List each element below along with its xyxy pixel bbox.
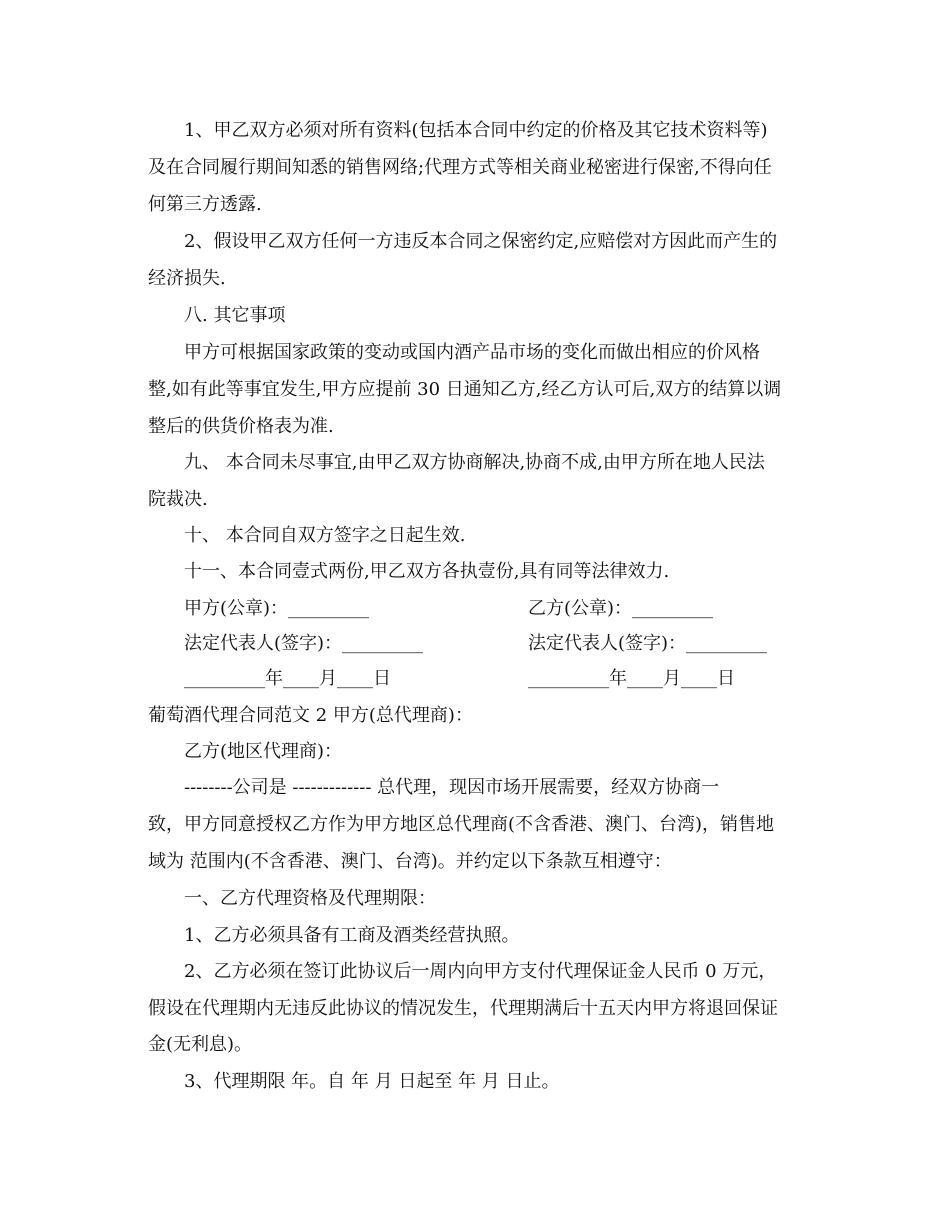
clause-ten: 十、 本合同自双方签字之日起生效. <box>184 525 466 546</box>
clause-nine-end: 院裁决. <box>148 489 208 510</box>
paragraph-price-adjustment-cont: 整,如有此等事宜发生,甲方应提前 30 日通知乙方,经乙方认可后,双方的结算以调 <box>148 379 782 400</box>
clause-eleven: 十一、本合同壹式两份,甲乙双方各执壹份,具有同等法律效力. <box>184 561 670 582</box>
contract-title-sample-2: 葡萄酒代理合同范文 2 甲方(总代理商)： <box>148 705 473 726</box>
paragraph-price-adjustment-end: 整后的供货价格表为准. <box>148 416 334 437</box>
paragraph-authorization-end: 域为 范围内(不含香港、澳门、台湾)。并约定以下条款互相遵守： <box>148 851 672 872</box>
paragraph-authorization: --------公司是 ------------- 总代理，现因市场开展需要，经双方协商一 <box>184 777 720 798</box>
paragraph-authorization-cont: 致，甲方同意授权乙方作为甲方地区总代理商(不含香港、澳门、台湾)，销售地 <box>148 814 775 835</box>
paragraph-confidentiality-1-cont: 及在合同履行期间知悉的销售网络;代理方式等相关商业秘密进行保密,不得向任 <box>148 157 772 178</box>
signature-party-a-representative: 法定代表人(签字)：_________ <box>184 633 424 654</box>
paragraph-confidentiality-1: 1、甲乙双方必须对所有资料(包括本合同中约定的价格及其它技术资料等) <box>184 120 768 141</box>
party-b-regional-agent: 乙方(地区代理商)： <box>184 741 343 762</box>
signature-party-b-date: _________年____月____日 <box>528 668 735 689</box>
item-agency-term: 3、代理期限 年。自 年 月 日起至 年 月 日止。 <box>184 1071 560 1092</box>
paragraph-confidentiality-1-end: 何第三方透露. <box>148 194 262 215</box>
item-deposit-end: 金(无利息)。 <box>148 1034 253 1055</box>
clause-nine: 九、 本合同未尽事宜,由甲乙双方协商解决,协商不成,由甲方所在地人民法 <box>184 452 765 473</box>
paragraph-price-adjustment: 甲方可根据国家政策的变动或国内酒产品市场的变化而做出相应的价风格 <box>184 342 760 363</box>
signature-party-a-seal: 甲方(公章)：_________ <box>184 598 370 619</box>
signature-party-b-representative: 法定代表人(签字)：_________ <box>528 633 768 654</box>
section-heading-other-matters: 八. 其它事项 <box>184 305 286 326</box>
item-business-license: 1、乙方必须具备有工商及酒类经营执照。 <box>184 925 520 946</box>
signature-party-a-date: _________年____月____日 <box>184 668 391 689</box>
item-deposit-cont: 假设在代理期内无违反此协议的情况发生，代理期满后十五天内甲方将退回保证 <box>148 998 778 1019</box>
section-heading-agent-qualification: 一、乙方代理资格及代理期限： <box>184 888 436 909</box>
item-deposit: 2、乙方必须在签订此协议后一周内向甲方支付代理保证金人民币 0 万元， <box>184 961 777 982</box>
signature-party-b-seal: 乙方(公章)：_________ <box>528 598 714 619</box>
paragraph-confidentiality-2: 2、假设甲乙双方任何一方违反本合同之保密约定,应赔偿对方因此而产生的 <box>184 231 778 252</box>
paragraph-confidentiality-2-end: 经济损失. <box>148 268 226 289</box>
